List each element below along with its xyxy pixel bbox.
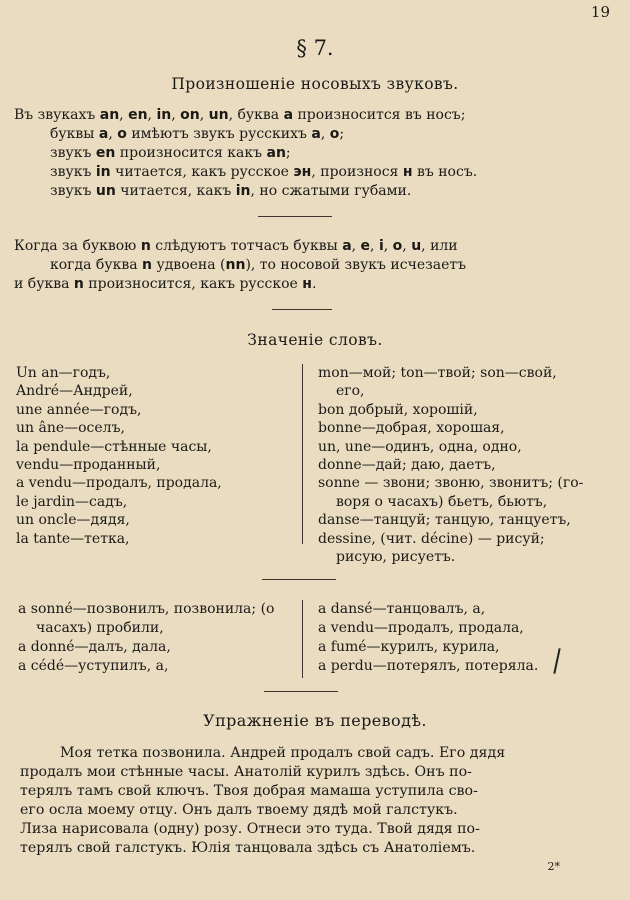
verbs-left-column — [18, 600, 274, 676]
vocab-left-column — [16, 364, 222, 548]
vocab-entry: mon—мой; ton—твой; son—свой, — [318, 365, 557, 381]
section-number: § 7. — [296, 36, 334, 60]
divider — [272, 309, 332, 310]
vocab-entry: воря о часахъ) бьетъ, бьютъ, — [336, 493, 548, 510]
exercise-line: Моя тетка позвонила. Андрей продалъ свой садъ. Его дядя — [60, 745, 506, 761]
rule-line-4: звукъ in читается, какъ русское эн, произнося н въ носъ. — [50, 164, 478, 180]
verb-entry: a sonné—позвонилъ, позвонила; (о — [18, 601, 275, 617]
verb-entry: a fumé—курилъ, курила, — [318, 639, 500, 655]
vocab-entry: une année—годъ, — [16, 401, 142, 418]
vocab-entry: bon добрый, хорошій, — [318, 401, 478, 418]
rule-line-6: Когда за буквою n слѣдуютъ тотчасъ буквы a, e, i, o, u, или — [14, 238, 458, 254]
vocab-entry: un, une—одинъ, одна, одно, — [318, 438, 522, 455]
vocab-entry: sonne — звони; звоню, звонитъ; (го- — [318, 475, 584, 492]
pencil-mark-icon — [553, 648, 560, 674]
vocab-entry: donne—дай; даю, даетъ, — [318, 457, 496, 474]
verb-entry: a perdu—потерялъ, потеряла. — [318, 658, 539, 674]
vocab-entry: Un an—годъ, — [16, 365, 111, 381]
exercise-text — [20, 744, 612, 858]
exercise-line: продалъ мои стѣнные часы. Анатолій курилъ здѣсь. Онъ по- — [20, 764, 472, 780]
vocab-entry: vendu—проданный, — [16, 457, 161, 474]
printer-signature: 2* — [547, 860, 560, 873]
exercise-line: Лиза нарисовала (одну) розу. Отнеси это туда. Твой дядя по- — [20, 821, 480, 837]
rule-line-1: Въ звукахъ an, en, in, on, un, буква a произносится въ носъ; — [14, 107, 466, 123]
divider — [262, 579, 336, 580]
verb-entry: a donné—далъ, дала, — [18, 639, 171, 655]
vocab-entry: un oncle—дядя, — [16, 512, 130, 529]
vocab-entry: le jardin—садъ, — [16, 493, 128, 510]
vocab-entry: danse—танцуй; танцую, танцуетъ, — [318, 512, 571, 529]
vocab-entry: a vendu—продалъ, продала, — [16, 475, 222, 492]
rule-line-8: и буква n произносится, какъ русское н. — [14, 276, 317, 292]
vocab-entry: его, — [336, 383, 365, 400]
exercise-line: терялъ свой галстукъ. Юлія танцовала здѣсь съ Анатоліемъ. — [20, 840, 476, 856]
section-heading: Произношеніе носовыхъ звуковъ. — [171, 75, 459, 93]
verb-entry: часахъ) пробили, — [36, 620, 164, 636]
rule-line-3: звукъ en произносится какъ an; — [50, 145, 291, 161]
rule-line-7: когда буква n удвоена (nn), то носовой звукъ исчезаетъ — [50, 257, 467, 273]
vocab-entry: la tante—тетка, — [16, 530, 130, 547]
vocab-entry: un âne—оселъ, — [16, 420, 125, 437]
vocab-entry: la pendule—стѣнные часы, — [16, 438, 212, 455]
verb-entry: a vendu—продалъ, продала, — [318, 620, 524, 636]
exercise-line: его осла моему отцу. Онъ далъ твоему дядѣ мой галстукъ. — [20, 802, 458, 818]
rule-line-5: звукъ un читается, какъ in, но сжатыми губами. — [50, 183, 412, 199]
rule-line-2: буквы a, o имѣютъ звукъ русскихъ а, о; — [50, 126, 345, 142]
vocab-entry: André—Андрей, — [16, 383, 133, 400]
vocab-right-column — [318, 364, 583, 566]
vocab-entry: bonne—добрая, хорошая, — [318, 420, 505, 437]
exercise-heading: Упражненіе въ переводѣ. — [203, 711, 427, 730]
vocab-entry: рисую, рисуетъ. — [336, 549, 456, 566]
vocab-entry: dessine, (чит. décine) — рисуй; — [318, 530, 545, 547]
verb-entry: a cédé—уступилъ, а, — [18, 658, 169, 674]
divider — [258, 216, 332, 217]
exercise-line: терялъ тамъ свой ключъ. Твоя добрая мамаша уступила сво- — [20, 783, 478, 799]
vocab-heading: Значеніе словъ. — [247, 331, 383, 349]
verbs-right-column — [318, 600, 538, 676]
verb-entry: a dansé—танцовалъ, а, — [318, 601, 486, 617]
column-divider — [302, 364, 303, 544]
column-divider — [302, 600, 303, 678]
divider — [264, 691, 338, 692]
page-number: 19 — [590, 3, 610, 21]
